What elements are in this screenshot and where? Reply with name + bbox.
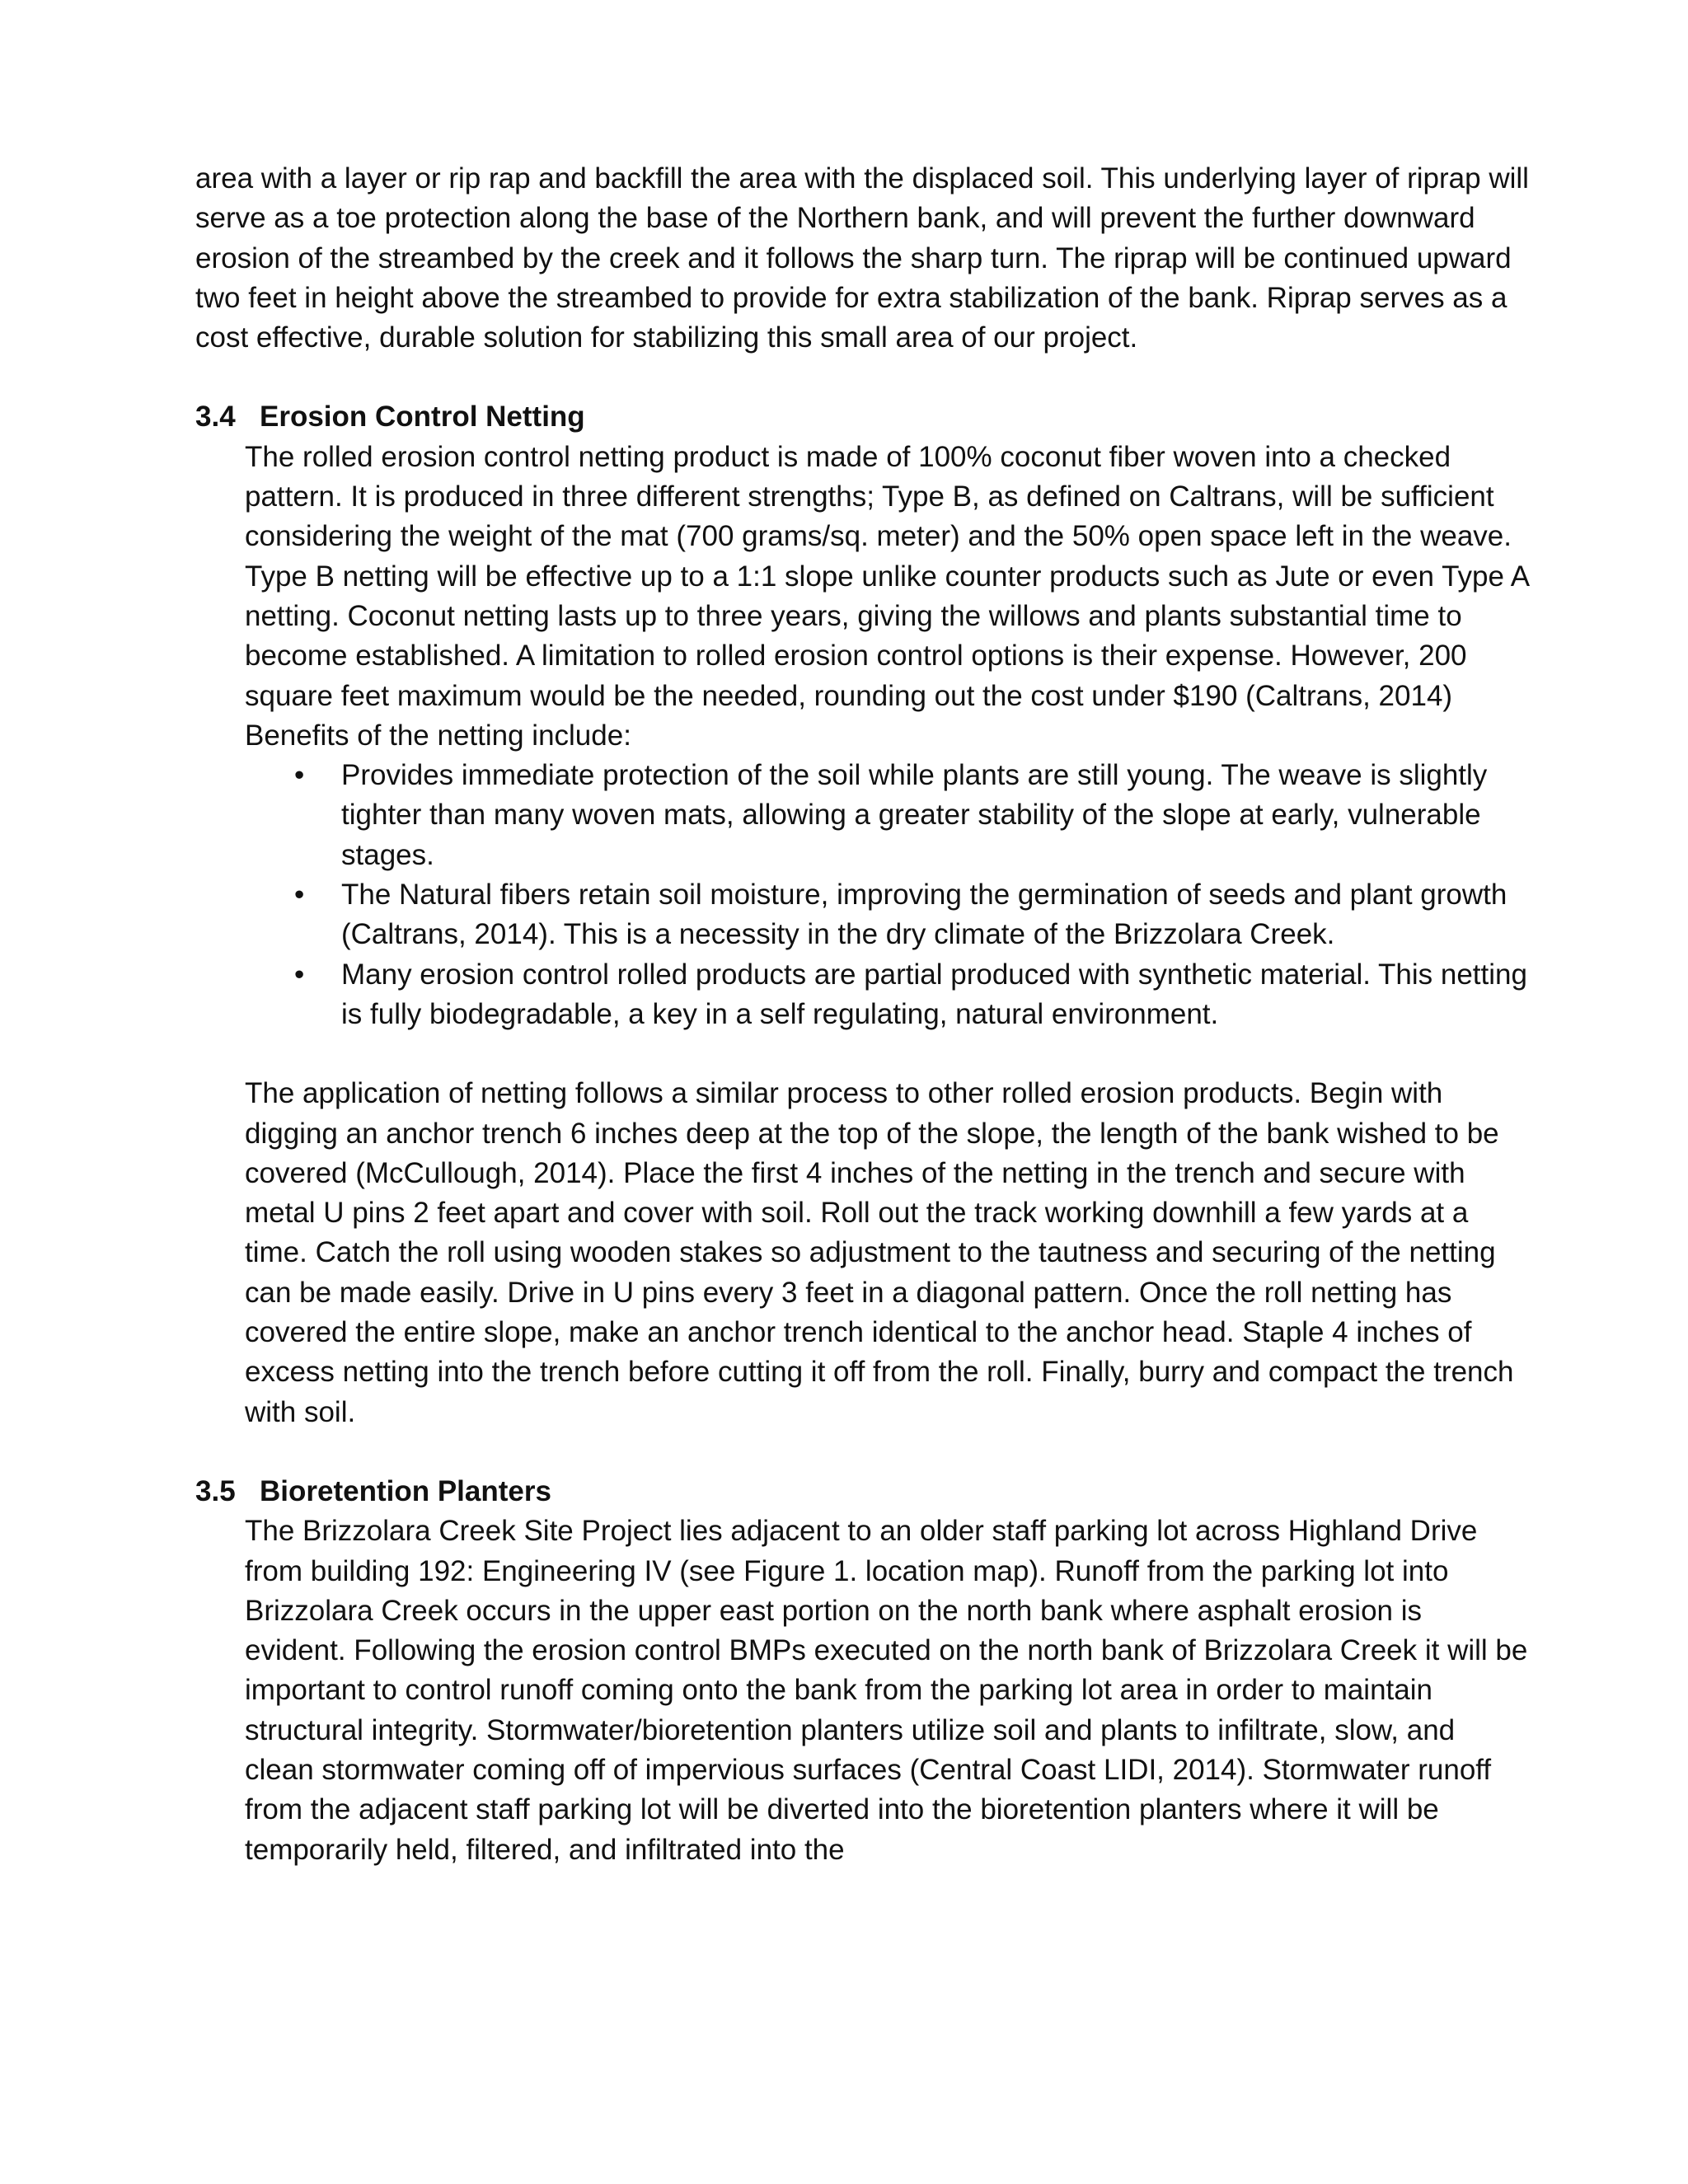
bullet-icon: • (294, 879, 305, 912)
section-number: 3.4 (195, 401, 236, 434)
bioretention-paragraph: The Brizzolara Creek Site Project lies adjacent to an older staff parking lot across Highland Drive from building 192: Engineering IV (see Figure 1. location map). Runoff from the parking lot into Brizzolara Creek occurs in the upper east portion on the north bank where asphalt erosion is evident. Following the erosion control BMPs executed on the north bank of Brizzolara Creek it will be important to control runoff coming onto the bank from the parking lot area in order to maintain structural integrity. Stormwater/bioretention planters utilize soil and plants to infiltrate, slow, and clean stormwater coming off of impervious surfaces (Central Coast LIDI, 2014). Stormwater runoff from the adjacent staff parking lot will be diverted into the bioretention planters where it will be temporarily held, filtered, and infiltrated into the (245, 1515, 1528, 1866)
section-heading-3-4 (195, 397, 1531, 437)
section-title: Bioretention Planters (260, 1474, 551, 1507)
list-item (294, 875, 1531, 955)
bullet-icon: • (294, 958, 305, 991)
benefits-list (195, 756, 1531, 1034)
list-item (294, 955, 1531, 1035)
application-section (195, 1074, 1531, 1432)
section-body-3-4 (195, 438, 1531, 756)
benefits-intro: Benefits of the netting include: (245, 719, 631, 752)
document-page (195, 159, 1531, 1870)
list-item-text: Many erosion control rolled products are partial produced with synthetic material. This netting is fully biodegradable, a key in a self regulating, natural environment. (341, 958, 1527, 1030)
list-item-text: The Natural fibers retain soil moisture, improving the germination of seeds and plant growth (Caltrans, 2014). This is a necessity in the dry climate of the Brizzolara Creek. (341, 879, 1507, 951)
section-title: Erosion Control Netting (260, 401, 585, 434)
section-heading-3-5 (195, 1472, 1531, 1511)
intro-paragraph: area with a layer or rip rap and backfill the area with the displaced soil. This underlying layer of riprap will serve as a toe protection along the base of the Northern bank, and will prevent the further downward erosion of the streambed by the creek and it follows the sharp turn. The riprap will be continued upward two feet in height above the streambed to provide for extra stabilization of the bank. Riprap serves as a cost effective, durable solution for stabilizing this small area of our project. (195, 162, 1529, 354)
section-body-3-5 (195, 1511, 1531, 1870)
application-paragraph: The application of netting follows a similar process to other rolled erosion products. Begin with digging an anchor trench 6 inches deep at the top of the slope, the length of the bank wished to be covered (McCullough, 2014). Place the first 4 inches of the netting in the trench and secure with metal U pins 2 feet apart and cover with soil. Roll out the track working downhill a few yards at a time. Catch the roll using wooden stakes so adjustment to the tautness and securing of the netting can be made easily. Drive in U pins every 3 feet in a diagonal pattern. Once the roll netting has covered the entire slope, make an anchor trench identical to the anchor head. Staple 4 inches of excess netting into the trench before cutting it off from the roll. Finally, burry and compact the trench with soil. (245, 1077, 1514, 1428)
bullet-icon: • (294, 759, 305, 792)
list-item-text: Provides immediate protection of the soil while plants are still young. The weave is slightly tighter than many woven mats, allowing a greater stability of the slope at early, vulnerable stages. (341, 759, 1488, 871)
section-number: 3.5 (195, 1474, 236, 1507)
paragraph-spacer (195, 1034, 1531, 1074)
list-item (294, 756, 1531, 875)
netting-description-paragraph: The rolled erosion control netting product is made of 100% coconut fiber woven into a checked pattern. It is produced in three different strengths; Type B, as defined on Caltrans, will be sufficient considering the weight of the mat (700 grams/sq. meter) and the 50% open space left in the weave. Type B netting will be effective up to a 1:1 slope unlike counter products such as Jute or even Type A netting. Coconut netting lasts up to three years, giving the willows and plants substantial time to become established. A limitation to rolled erosion control options is their expense. However, 200 square feet maximum would be the needed, rounding out the cost under $190 (Caltrans, 2014) (245, 440, 1529, 712)
